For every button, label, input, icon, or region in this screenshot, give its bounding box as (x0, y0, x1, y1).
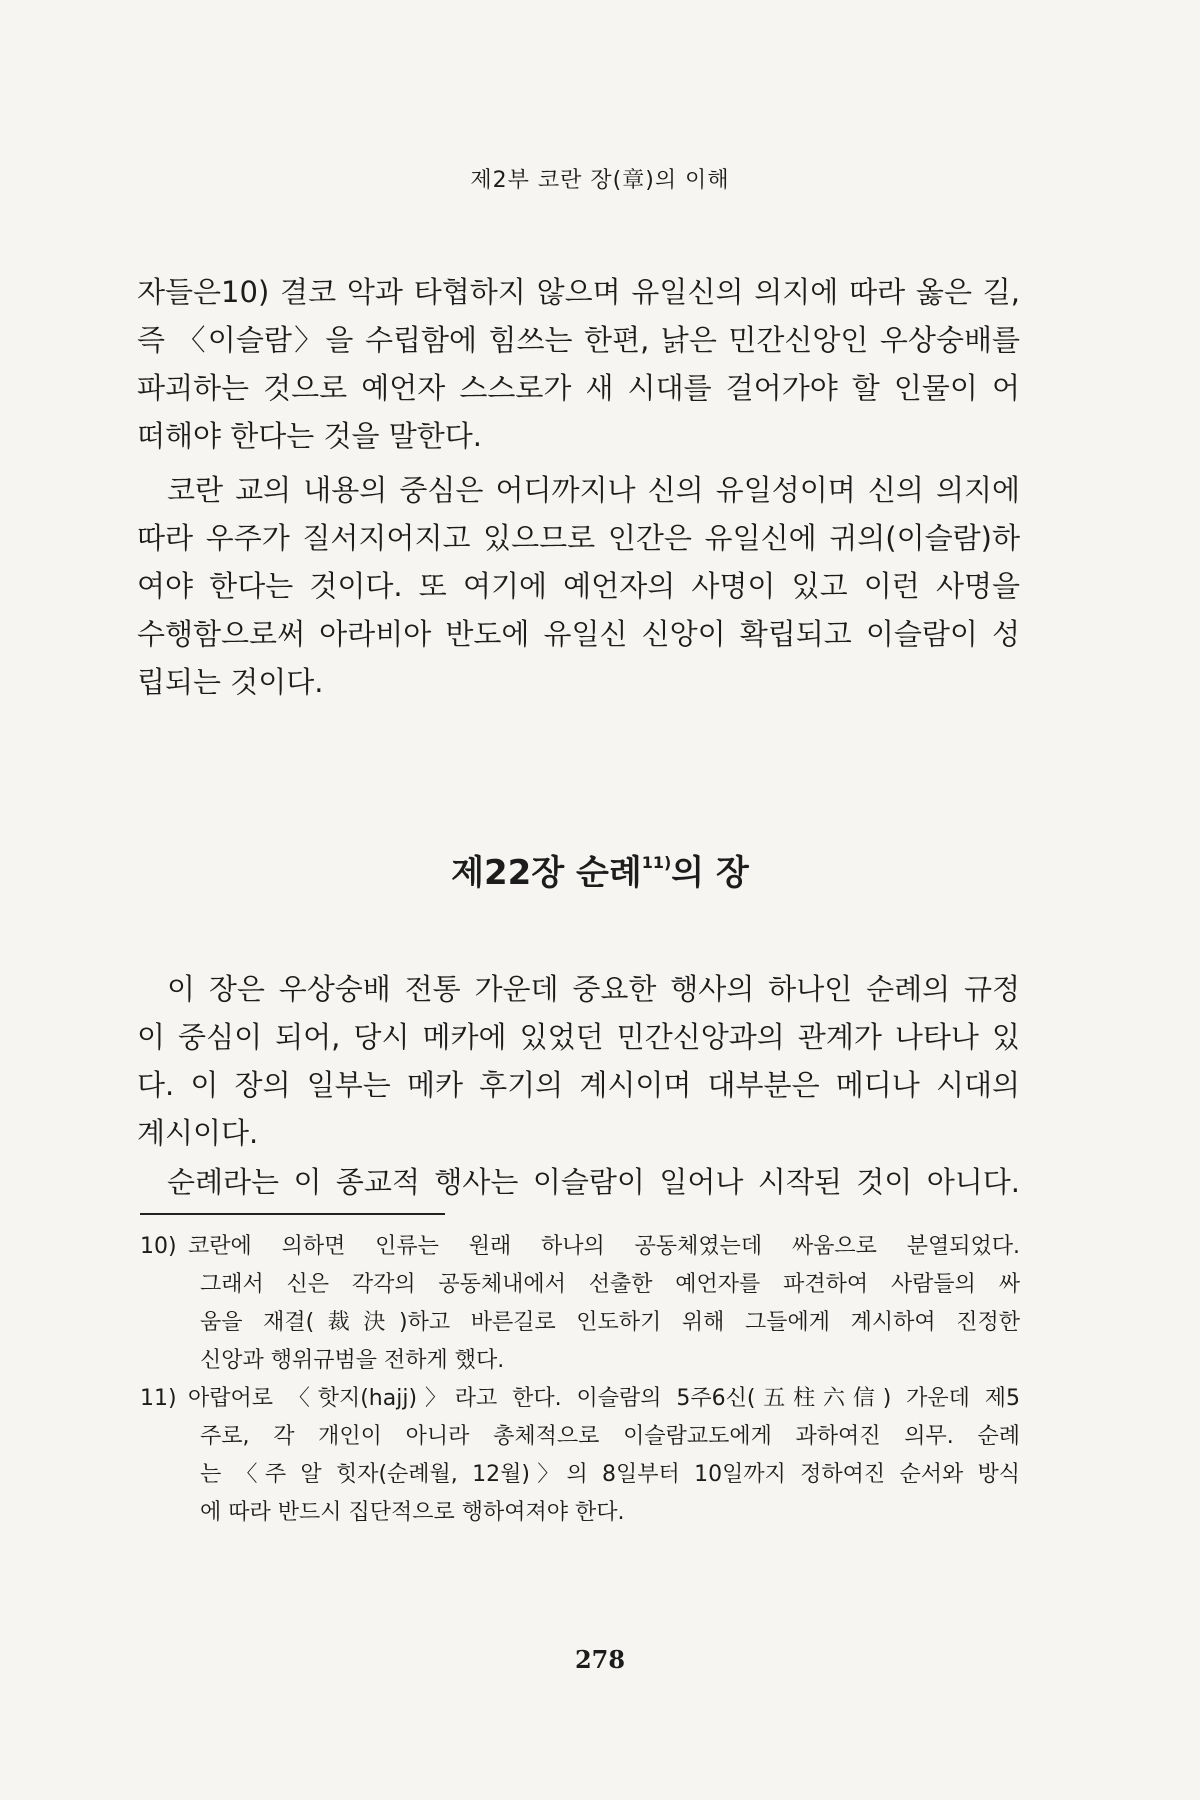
footnote-11-line: 주로, 각 개인이 아니라 총체적으로 이슬람교도에게 과하여진 의무. 순례 (200, 1424, 1020, 1449)
text-line: 떠해야 한다는 것을 말한다. (137, 419, 483, 453)
footnotes (140, 1228, 1020, 1532)
footnote-11-line: 에 따라 반드시 집단적으로 행하여져야 한다. (200, 1500, 625, 1525)
text-line: 수행함으로써 아라비아 반도에 유일신 신앙이 확립되고 이슬람이 성 (137, 617, 1020, 651)
text-line: 순례라는 이 종교적 행사는 이슬람이 일어나 시작된 것이 아니다. (167, 1165, 1020, 1199)
footnote-10-line: 신앙과 행위규범을 전하게 했다. (200, 1348, 505, 1373)
text-line: 계시이다. (137, 1116, 259, 1150)
footnote-marker: 11) (641, 853, 672, 872)
footnote-10-line: 그래서 신은 각각의 공동체내에서 선출한 예언자를 파견하여 사람들의 싸 (200, 1272, 1020, 1297)
text-line: 립되는 것이다. (137, 665, 324, 699)
text-line: 여야 한다는 것이다. 또 여기에 예언자의 사명이 있고 이런 사명을 (137, 569, 1020, 603)
footnote-divider (140, 1213, 445, 1215)
paragraph-chapter-intro-text (137, 965, 1020, 1157)
chapter-heading (0, 845, 1200, 894)
footnote-number: 11) (140, 1386, 177, 1411)
chapter-title-text: 제22장 순례 (451, 853, 642, 893)
paragraph-quran-doctrine (137, 466, 1020, 706)
text-line: 즉 〈이슬람〉을 수립함에 힘쓰는 한편, 낡은 민간신앙인 우상숭배를 (137, 323, 1020, 357)
running-header: 제2부 코란 장(章)의 이해 (470, 168, 730, 193)
text-line: 다. 이 장의 일부는 메카 후기의 계시이며 대부분은 메디나 시대의 (137, 1068, 1020, 1102)
footnote-10-line: 움을 재결(裁決)하고 바른길로 인도하기 위해 그들에게 계시하여 진정한 (200, 1310, 1020, 1335)
footnote-11-line: 는 〈주 알 힛자(순례월, 12월)〉의 8일부터 10일까지 정하여진 순서와 방식 (200, 1462, 1020, 1487)
paragraph-pilgrimage (137, 1158, 1020, 1206)
text-line: 파괴하는 것으로 예언자 스스로가 새 시대를 걸어가야 할 인물이 어 (137, 371, 1020, 405)
footnote-number: 10) (140, 1234, 177, 1259)
chapter-title-suffix: 의 장 (671, 853, 749, 893)
text-line: 코란 교의 내용의 중심은 어디까지나 신의 유일성이며 신의 의지에 (167, 473, 1020, 507)
text-line: 이 중심이 되어, 당시 메카에 있었던 민간신앙과의 관계가 나타나 있 (137, 1020, 1020, 1054)
text-line: 자들은10) 결코 악과 타협하지 않으며 유일신의 의지에 따라 옳은 길, (137, 275, 1020, 309)
footnote-11-line: 11) 아랍어로 〈핫지(hajj)〉라고 한다. 이슬람의 5주6신(五柱六信) 가운데 제5 (140, 1380, 1020, 1418)
text-line: 이 장은 우상숭배 전통 가운데 중요한 행사의 하나인 순례의 규정 (167, 972, 1020, 1006)
footnote-10-line: 10) 코란에 의하면 인류는 원래 하나의 공동체였는데 싸움으로 분열되었다. (140, 1228, 1020, 1266)
page-number: 278 (574, 1645, 626, 1674)
paragraph-continued (137, 268, 1020, 460)
text-line: 따라 우주가 질서지어지고 있으므로 인간은 유일신에 귀의(이슬람)하 (137, 521, 1020, 555)
